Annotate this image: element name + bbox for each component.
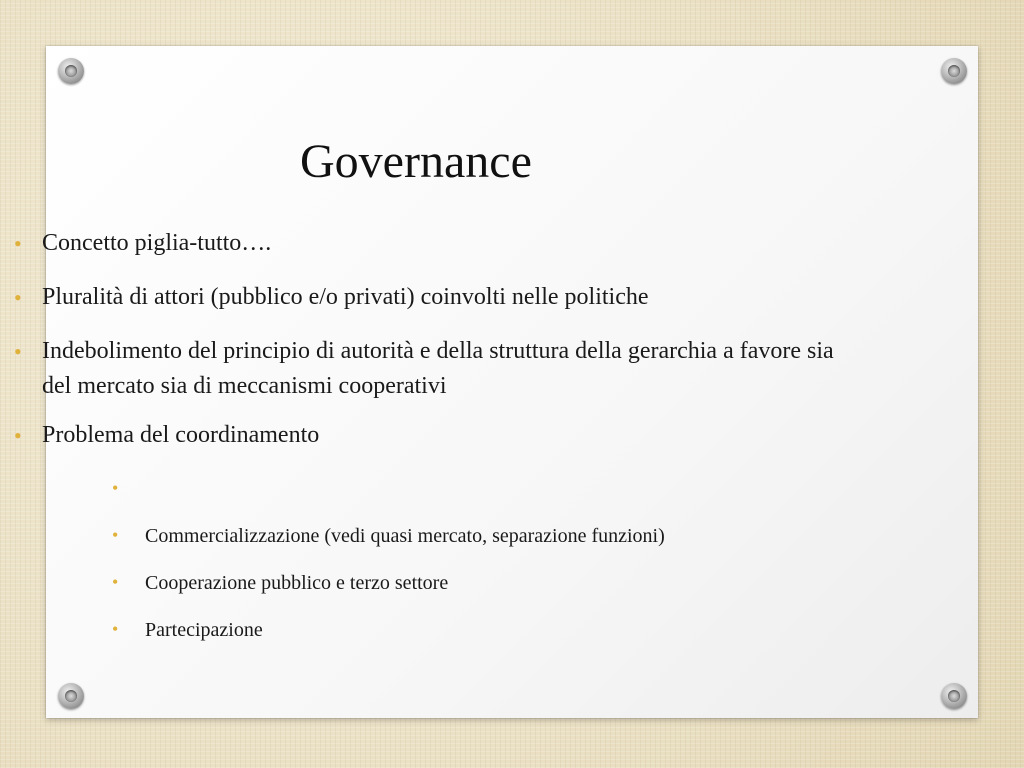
sub-bullet-item [112, 617, 872, 643]
bullet-icon: • [112, 572, 119, 592]
bullet-icon: • [14, 339, 22, 364]
slide-title: Governance [300, 135, 532, 188]
bullet-icon: • [14, 423, 22, 448]
bullet-text: Pluralità di attori (pubblico e/o privati) coinvolti nelle politiche [42, 284, 649, 310]
sub-bullet-text: Partecipazione [145, 619, 263, 641]
bullet-icon: • [112, 619, 119, 639]
bullet-item [14, 226, 834, 261]
sub-bullet-list [112, 476, 872, 664]
rivet-top-right-icon [941, 58, 967, 84]
rivet-top-left-icon [58, 58, 84, 84]
rivet-bottom-right-icon [941, 683, 967, 709]
sub-bullet-item [112, 476, 872, 502]
bullet-text: Concetto piglia-tutto…. [42, 230, 272, 256]
bullet-item [14, 334, 834, 404]
sub-bullet-text: Cooperazione pubblico e terzo settore [145, 572, 449, 594]
bullet-item [14, 418, 834, 453]
bullet-icon: • [14, 231, 22, 256]
bullet-item [14, 280, 834, 315]
sub-bullet-text: Commercializzazione (vedi quasi mercato, separazione funzioni) [145, 525, 665, 547]
bullet-text: Problema del coordinamento [42, 422, 320, 448]
sub-bullet-item [112, 523, 872, 549]
rivet-bottom-left-icon [58, 683, 84, 709]
bullet-text: Indebolimento del principio di autorità e della struttura della gerarchia a favore sia del mercato sia di meccanismi cooperativi [42, 338, 834, 399]
sub-bullet-item [112, 570, 872, 596]
bullet-icon: • [112, 478, 119, 498]
bullet-icon: • [14, 285, 22, 310]
bullet-icon: • [112, 525, 119, 545]
bullet-list [14, 226, 834, 472]
